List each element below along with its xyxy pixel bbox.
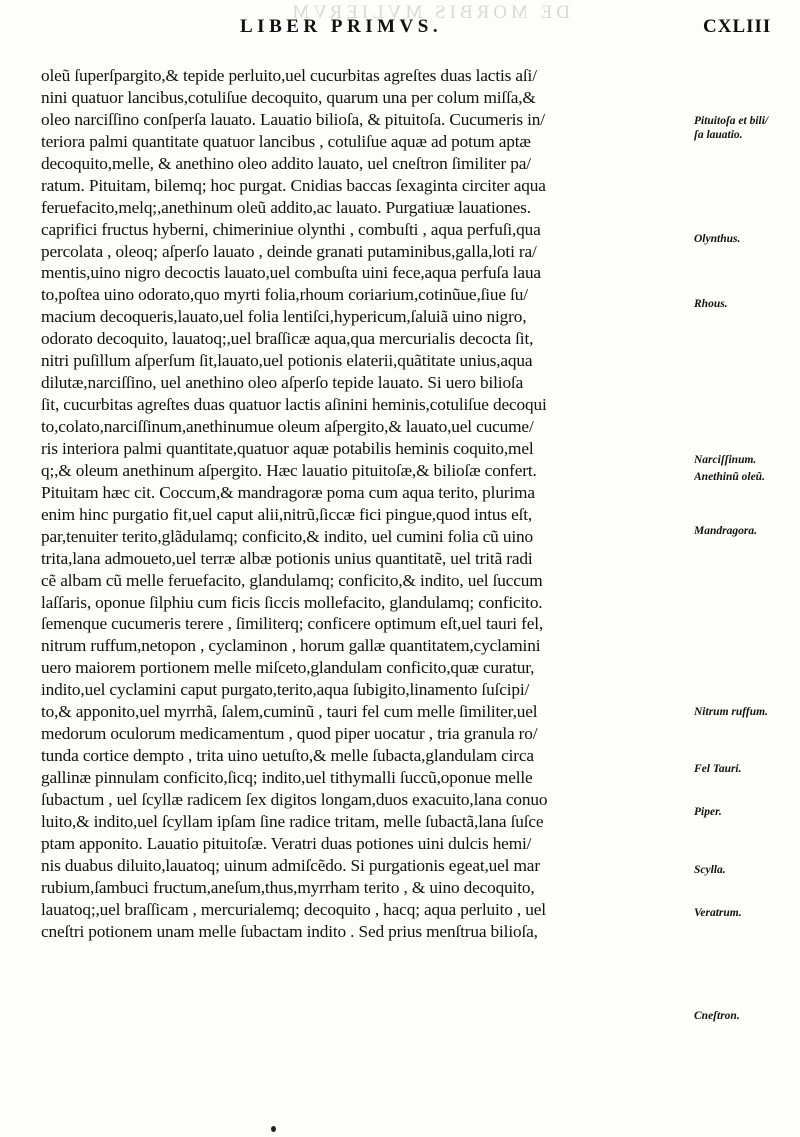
text-line: oleũ ſuperſpargito,& tepide perluito,uel cucurbitas agreſtes duas lactis aſi/: [41, 66, 537, 85]
text-line: q;,& oleum anethinum aſpergito. Hæc lauatio pituitoſæ,& bilioſæ confert.: [41, 460, 537, 480]
text-line: macium decoqueris,lauato,uel folia lentiſci,hypericum,ſaluiã uino nigro,: [41, 307, 527, 327]
margin-note-veratrum: Veratrum.: [694, 907, 742, 919]
text-line: feruefacito,melq;,anethinum oleũ addito,ac lauato. Purgatiuæ lauationes.: [41, 197, 531, 217]
text-line: nini quatuor lancibus,cotuliſue decoquito, quarum una per colum miſſa,&: [41, 87, 536, 107]
text-line: gallinæ pinnulam conficito,ſicq; indito,uel tithymalli ſuccũ,oponue melle: [41, 768, 533, 787]
text-line: cneſtri potionem unam melle ſubactam indito . Sed prius menſtrua bilioſa,: [41, 921, 538, 941]
margin-note-mandragora: Mandragora.: [694, 525, 757, 537]
text-line: oleo narciſſino conſperſa lauato. Lauatio bilioſa, & pituitoſa. Cucumeris in/: [41, 109, 545, 129]
text-line: trita,lana admoueto,uel terræ albæ potionis unius quantitatẽ, uel tritã radi: [41, 548, 533, 568]
running-title: LIBER PRIMVS.: [240, 16, 443, 37]
text-line: nis duabus diluito,lauatoq; uinum admiſcẽdo. Si purgationis egeat,uel mar: [41, 855, 540, 875]
text-line: odorato decoquito, lauatoq;,uel braſſicæ aqua,qua mercurialis decocta ſit,: [41, 329, 534, 349]
margin-note-cnestron: Cneſtron.: [694, 1010, 740, 1022]
text-line: percolata , oleoq; aſperſo lauato , deinde granati putaminibus,galla,loti ra/: [41, 241, 537, 261]
text-line: dilutæ,narciſſino, uel anethino oleo aſperſo tepide lauato. Si uero bilioſa: [41, 373, 524, 393]
text-line: ratum. Pituitam, bilemq; hoc purgat. Cnidias baccas ſexaginta circiter aqua: [41, 175, 546, 195]
text-line: ſubactum , uel ſcyllæ radicem ſex digitos longam,duos exacuito,lana conuo: [41, 789, 548, 809]
running-head: [0, 16, 800, 46]
text-line: enim hinc purgatio fit,uel caput alii,nitrũ,ſiccæ fici pingue,quod intus eſt,: [41, 504, 533, 524]
bleed-through-text: DE MORBIS MVLIERVM: [288, 2, 570, 22]
text-line: nitri puſillum aſperſum ſit,lauato,uel potionis elaterii,quãtitate unius,aqua: [41, 351, 533, 371]
text-line: lauatoq;,uel braſſicam , mercurialemq; decoquito , hacq; aqua perluito , uel: [41, 899, 546, 919]
main-text-block: [41, 65, 691, 943]
text-line: nitrum ruffum,netopon , cyclaminon , horum gallæ quantitatem,cyclamini: [41, 636, 541, 656]
text-line: uero maiorem portionem melle miſceto,glandulam conficito,quæ curatur,: [41, 658, 535, 678]
text-line: luito,& indito,uel ſcyllam ipſam ſine radice tritam, melle ſubactã,lana ſuſce: [41, 811, 544, 831]
text-line: ris interiora palmi quantitate,quatuor aquæ potabilis heminis coquito,mel: [41, 438, 534, 458]
margin-note-fel-tauri: Fel Tauri.: [694, 763, 742, 775]
text-line: par,tenuiter terito,glãdulamq; conficito,& indito, uel cumini folia cũ uino: [41, 526, 533, 546]
margin-note-lauatio: ſa lauatio.: [694, 129, 743, 141]
margin-note-piper: Piper.: [694, 806, 722, 818]
text-line: laſſaris, oponue ſilphiu cum ficis ſiccis mollefacito, glandulamq; conficito.: [41, 592, 543, 612]
margin-note-rhous: Rhous.: [694, 298, 728, 310]
margin-note-olynthus: Olynthus.: [694, 233, 741, 245]
text-line: indito,uel cyclamini caput purgato,terito,aqua ſubigito,linamento ſuſcipi/: [41, 680, 530, 700]
margin-note-anethinum: Anethinũ oleũ.: [694, 471, 765, 483]
margin-note-pituitosa: Pituitoſa et bili/: [694, 115, 769, 127]
text-line: ſit, cucurbitas agreſtes duas quatuor lactis aſinini heminis,cotuliſue decoqui: [41, 395, 547, 415]
text-line: decoquito,melle, & anethino oleo addito lauato, uel cneſtron ſimiliter pa/: [41, 153, 531, 173]
margin-note-narcissinum: Narciſſinum.: [694, 454, 757, 466]
folio-number: CXLIII: [703, 16, 772, 37]
ink-dot: [271, 1126, 276, 1132]
text-line: cẽ albam cũ melle feruefacito, glandulamq; conficito,& indito, uel ſuccum: [41, 570, 543, 590]
text-line: ptam apponito. Lauatio pituitoſæ. Veratri duas potiones uini dulcis hemi/: [41, 833, 532, 853]
margin-note-scylla: Scylla.: [694, 864, 726, 876]
margin-note-nitrum: Nitrum ruffum.: [694, 706, 768, 718]
text-line: teriora palmi quantitate quatuor lancibus , cotuliſue aquæ ad potum aptæ: [41, 131, 531, 151]
text-line: caprifici fructus hyberni, chimeriniue olynthi , combuſti , aqua perfuſi,qua: [41, 219, 541, 239]
text-line: to,& apponito,uel myrrhã, ſalem,cuminũ , tauri fel cum melle ſimiliter,uel: [41, 702, 538, 722]
text-line: tunda cortice dempto , trita uino uetuſto,& melle ſubacta,glandulam circa: [41, 746, 534, 766]
text-line: medorum oculorum medicamentum , quod piper uocatur , tria granula ro/: [41, 724, 538, 744]
text-line: Pituitam hæc cit. Coccum,& mandragoræ poma cum aqua terito, plurima: [41, 482, 535, 502]
text-line: mentis,uino nigro decoctis lauato,uel combuſta uini fece,aqua perfuſa laua: [41, 263, 541, 283]
text-line: to,poſtea uino odorato,quo myrti folia,rhoum coriarium,cotinũue,ſiue ſu/: [41, 285, 528, 305]
text-line: rubium,ſambuci fructum,aneſum,thus,myrrham terito , & uino decoquito,: [41, 877, 535, 897]
text-line: to,colato,narciſſinum,anethinumue oleum aſpergito,& lauato,uel cucume/: [41, 417, 534, 436]
text-line: ſemenque cucumeris terere , ſimiliterq; conficere optimum eſt,uel tauri fel,: [41, 614, 544, 634]
